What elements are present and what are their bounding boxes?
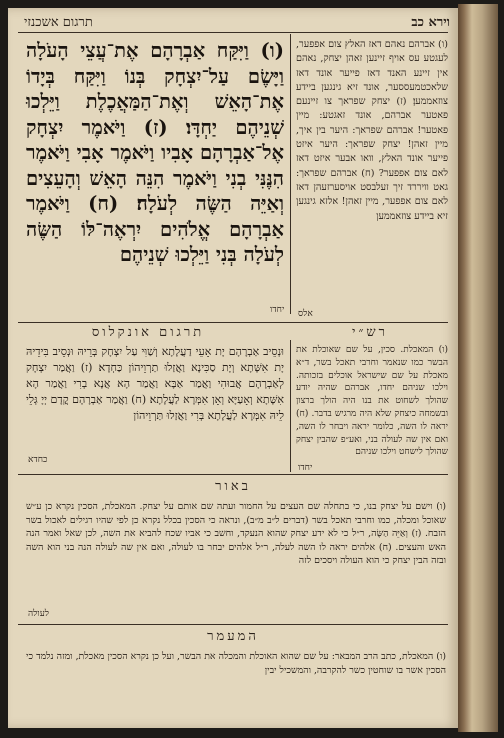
onkelos-catchword: כחדא <box>28 455 48 465</box>
biur-text: (ו) וישם על יצחק בנו, כי בתחלה שם העצים על החמור ועתה שם אותם על יצחק. המאכלת, הסכין נקרא כן ע״ש שאוכל ומכלה, כמו וחרבי תאכל בשר (דברים ל״ב מ״ב), ונראה כי הסכין בכלל נקרא כן לפי שהיו רגילים לאכול בשר הזבח. (ז) וְאַיֵּה הַשֶּׂה, ר״ל כי לא ידע יצחק שהוא הנעקד, וחשב כי אביו שכח להביא את השה, לכן שאל ואמר הנה האש והעצים. (ח) אלהים יראה לו השה לעלה, ר״ל אלהים יבחר בו לעולה, ואם אין שה לעולה הנה בני הוא השה ובזה הבין יצחק כי הוא העולה ויסכים לזה <box>26 501 446 567</box>
rashi-catchword: יחדו <box>298 463 313 473</box>
book-page <box>8 8 458 728</box>
torah-text: (ו) וַיִּקַּח אַבְרָהָם אֶת־עֲצֵי הָעֹלָה וַיָּשֶׂם עַל־יִצְחָק בְּנוֹ וַיִּקַּח בְּיָדוֹ אֶת־הָאֵשׁ וְאֶת־הַמַּאֲכֶלֶת וַיֵּלְכוּ שְׁנֵיהֶם יַחְדָּו׃ (ז) וַיֹּאמֶר יִצְחָק אֶל־אַבְרָהָם אָבִיו וַיֹּאמֶר אָבִי וַיֹּאמֶר הִנֶּנִּי בְנִי וַיֹּאמֶר הִנֵּה הָאֵשׁ וְהָעֵצִים וְאַיֵּה הַשֶּׂה לְעֹלָה׃ (ח) וַיֹּאמֶר אַבְרָהָם אֱלֹהִים יִרְאֶה־לּוֹ הַשֶּׂה לְעֹלָה בְּנִי וַיֵּלְכוּ שְׁנֵיהֶם <box>26 39 284 266</box>
header-rule <box>18 32 448 33</box>
biur-catchword: לעולה <box>28 609 49 619</box>
meamer-title: המעמר <box>207 629 259 644</box>
translation-heading: תרגום אשכנזי <box>24 15 93 30</box>
onkelos-title: תרגום אונקלוס <box>91 325 205 340</box>
rashi-text: (ו) המאכלת. סכין, על שם שאוכלת את הבשר כמו שנאמר וחרבי תאכל בשר, ד״א מאכלת על שם שישראל אוכלים בזכותה. וילכו שניהם יחדו, אברהם שהיה יודע שהולך לשחוט את בנו היה הולך ברצון ובשמחה כיצחק שלא היה מרגיש בדבר. (ח) יראה לו השה, כלומר יראה ויבחר לו השה, ואם אין שה לעולה בני, ואע״פ שהבין יצחק שהולך לישחט וילכו שניהם <box>296 345 448 458</box>
biur-title: באור <box>215 479 251 494</box>
book-spine <box>458 4 498 732</box>
rashi-title: רש״י <box>352 325 388 340</box>
parasha-heading: וירא כב <box>411 15 450 30</box>
translation-catchword: אלס <box>298 309 313 319</box>
running-header <box>24 12 450 32</box>
section-rule-1 <box>18 322 448 323</box>
meamer-text: (ו) המאכלת, כתב הרב המבאר: על שם שהוא האוכלת והמכלה את הבשר, ועל כן נקרא הסכין מאכלת, ומזה נלמד כי הסכין אשר בו שוחטין כשר להקרבה, והמשכיל יבין <box>26 651 446 676</box>
column-divider-bottom <box>290 340 291 472</box>
ashkenazi-translation: (ו) אברהם נאהם דאז האלץ צום אפפער, לעגטע עס אויף זיינען זאהן יצחק, נאהם אין זיינע האנד דאז פייער אונד דאז שלאכטמעססער, אונד זיא גינגען ביידע צוזאממען׃ (ז) יצחק שפראך צו זיינעם פאטער אברהם, אונד זאגטע: מיין פאטער! אברהם שפראך: היער בין איך, מיין זאהן! יצחק שפראך: היער איזט פייער אונד האלץ, וואו אבער איזט דאז לאם צום אפפער? (ח) אברהם שפראך: גאט וויררד זיך זעלבסט אויסערזעהן דאז לאם צום אפפער, מיין זאהן! אלזא גינגען זיא ביידע צוזאממען <box>296 39 448 222</box>
column-divider-top <box>290 34 291 314</box>
section-rule-2 <box>18 474 448 475</box>
section-rule-3 <box>18 624 448 625</box>
torah-catchword: יחדו <box>270 305 285 315</box>
onkelos-text: וּנְסֵיב אַבְרָהָם יָת אָעֵי דַעֲלָתָא וְשַׁוִּי עַל יִצְחָק בְּרֵיהּ וּנְסֵיב בִּידֵיהּ יָת אִשָּׁתָא וְיָת סַכִּינָא וַאֲזַלוּ תַרְוֵיהוֹן כַּחְדָא׃ (ז) וַאֲמַר יִצְחָק לְאַבְרָהָם אֲבוּהִי וַאֲמַר אַבָּא וַאֲמַר הָא אֲנָא בְרִי וַאֲמַר הָא אִשָּׁתָא וְאָעַיָּא וְאָן אִמְּרָא לַעֲלָתָא׃ (ח) וַאֲמַר אַבְרָהָם קֳדָם יְיָ גְּלֵי לֵיהּ אִמְּרָא לַעֲלָתָא בְּרִי וַאֲזַלוּ תַּרְוֵיהוֹן <box>26 345 284 422</box>
